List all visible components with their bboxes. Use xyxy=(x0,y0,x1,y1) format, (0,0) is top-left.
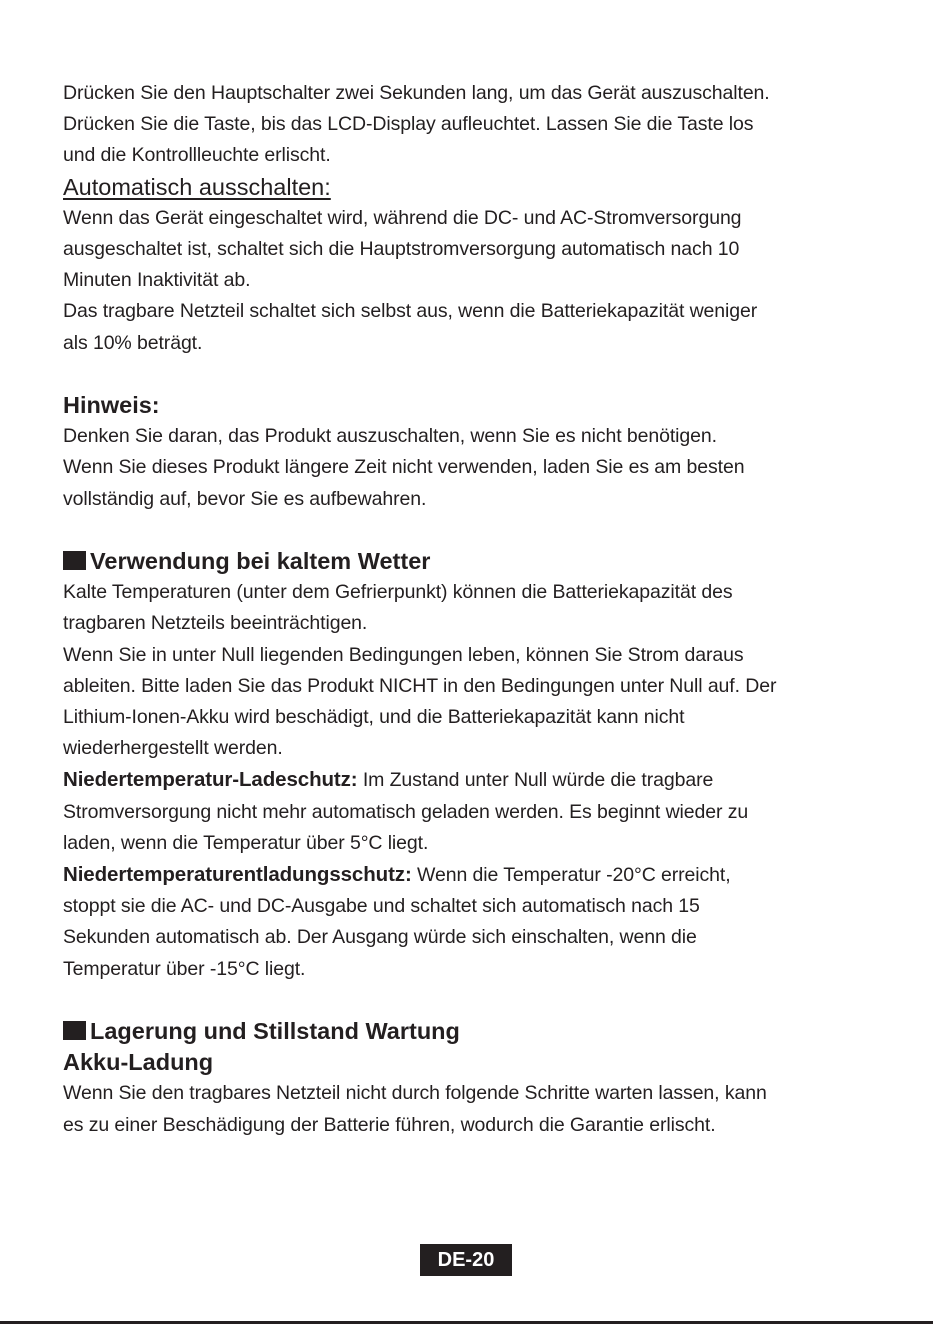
text-line: vollständig auf, bevor Sie es aufbewahren. xyxy=(63,487,427,510)
section-title: Lagerung und Stillstand Wartung xyxy=(90,1018,460,1045)
text-line: Drücken Sie den Hauptschalter zwei Sekunden lang, um das Gerät auszuschalten. xyxy=(63,82,770,104)
storage-heading xyxy=(63,1016,883,1047)
text-line: Wenn Sie den tragbares Netzteil nicht durch folgende Schritte warten lassen, kann xyxy=(63,1082,767,1105)
spacer xyxy=(63,985,883,1016)
text-line: und die Kontrollleuchte erlischt. xyxy=(63,144,331,167)
text-line: Das tragbare Netzteil schaltet sich selbst aus, wenn die Batteriekapazität weniger xyxy=(63,300,758,323)
text-line: wiederhergestellt werden. xyxy=(63,737,283,760)
text-line: ausgeschaltet ist, schaltet sich die Hauptstromversorgung automatisch nach 10 xyxy=(63,238,740,261)
square-bullet-icon xyxy=(63,551,86,570)
text-line: Temperatur über -15°C liegt. xyxy=(63,957,306,980)
text-line: Sekunden automatisch ab. Der Ausgang würde sich einschalten, wenn die xyxy=(63,926,697,949)
text-line: Lithium-Ionen-Akku wird beschädigt, und die Batteriekapazität kann nicht xyxy=(63,706,685,729)
text-line: es zu einer Beschädigung der Batterie führen, wodurch die Garantie erlischt. xyxy=(63,1113,716,1136)
section-title: Verwendung bei kaltem Wetter xyxy=(90,548,431,575)
intro-paragraph xyxy=(63,78,883,172)
text-line: Wenn das Gerät eingeschaltet wird, während die DC- und AC-Stromversorgung xyxy=(63,206,742,229)
text-line: stoppt sie die AC- und DC-Ausgabe und schaltet sich automatisch nach 15 xyxy=(63,895,700,918)
spacer xyxy=(63,359,883,390)
discharge-protect-line xyxy=(63,859,883,891)
discharge-protect-text: Wenn die Temperatur -20°C erreicht, xyxy=(411,864,731,887)
note-section xyxy=(63,390,883,515)
page-number-badge: DE-20 xyxy=(420,1244,512,1276)
charge-protect-text: Im Zustand unter Null würde die tragbare xyxy=(357,769,714,792)
cold-weather-heading xyxy=(63,546,883,577)
cold-weather-section xyxy=(63,546,883,985)
note-heading: Hinweis: xyxy=(63,392,160,419)
spacer xyxy=(63,515,883,546)
text-line: Wenn Sie in unter Null liegenden Bedingungen leben, können Sie Strom daraus xyxy=(63,643,744,666)
text-line: Wenn Sie dieses Produkt längere Zeit nicht verwenden, laden Sie es am besten xyxy=(63,456,745,479)
text-line: Kalte Temperaturen (unter dem Gefrierpunkt) können die Batteriekapazität des xyxy=(63,581,733,604)
auto-off-heading: Automatisch ausschalten: xyxy=(63,173,331,200)
text-line: ableiten. Bitte laden Sie das Produkt NICHT in den Bedingungen unter Null auf. Der xyxy=(63,674,777,697)
text-line: als 10% beträgt. xyxy=(63,331,203,354)
discharge-protect-lead: Niedertemperaturentladungsschutz: xyxy=(63,863,412,887)
text-line: Minuten Inaktivität ab. xyxy=(63,269,251,292)
charge-protect-line xyxy=(63,764,883,796)
text-line: laden, wenn die Temperatur über 5°C liegt. xyxy=(63,831,429,854)
text-line: Drücken Sie die Taste, bis das LCD-Display aufleuchtet. Lassen Sie die Taste los xyxy=(63,113,754,136)
text-line: Stromversorgung nicht mehr automatisch geladen werden. Es beginnt wieder zu xyxy=(63,800,749,823)
battery-charge-subheading: Akku-Ladung xyxy=(63,1049,214,1076)
storage-section xyxy=(63,1016,883,1141)
text-line: Denken Sie daran, das Produkt auszuschalten, wenn Sie es nicht benötigen. xyxy=(63,425,717,448)
square-bullet-icon xyxy=(63,1021,86,1040)
text-line: tragbaren Netzteils beeinträchtigen. xyxy=(63,612,368,635)
manual-page xyxy=(63,78,883,1141)
auto-off-section xyxy=(63,172,883,359)
charge-protect-lead: Niedertemperatur-Ladeschutz: xyxy=(63,768,358,792)
